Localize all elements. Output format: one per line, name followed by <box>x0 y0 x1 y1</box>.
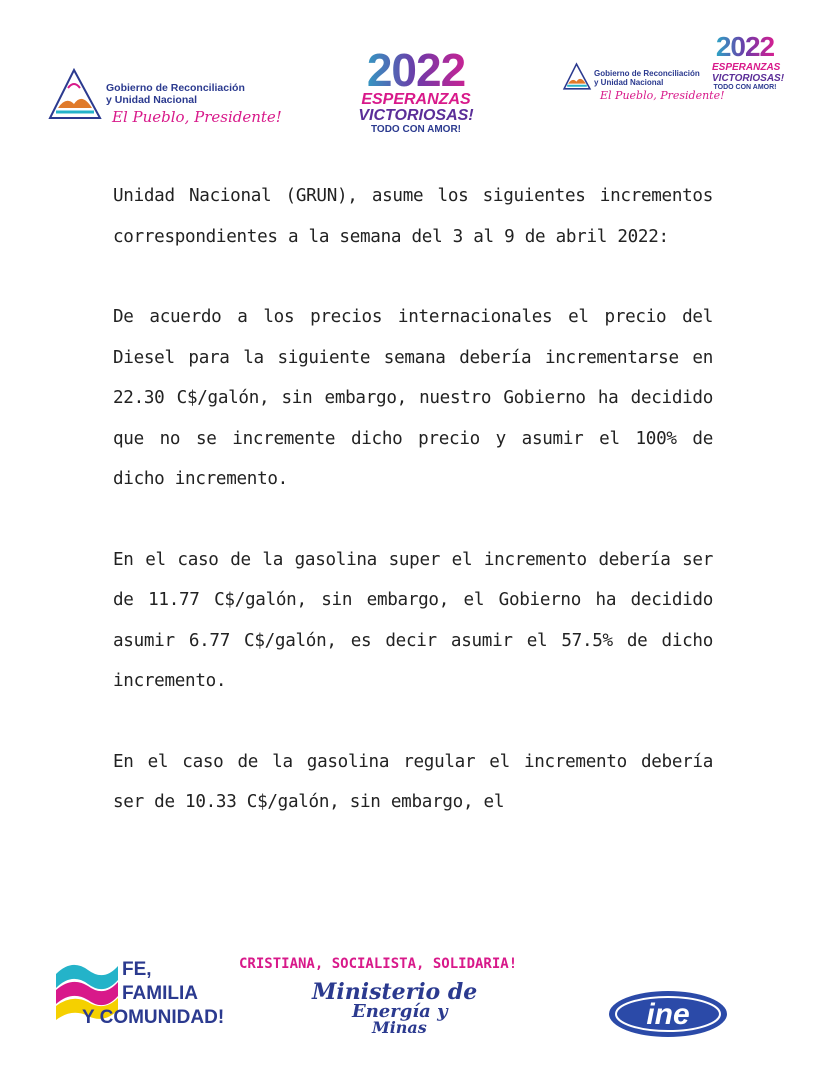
footer-slogan: CRISTIANA, SOCIALISTA, SOLIDARIA! <box>239 956 518 972</box>
ministerio-energia-minas-logo <box>312 981 542 1039</box>
paragraph: En el caso de la gasolina super el incremento debería ser de 11.77 C$/galón, sin embargo, el Gobierno ha decidido asumir 6.77 C$/galón, es decir asumir el 57.5% de dicho incremento. <box>113 549 713 691</box>
fe-familia-logo <box>52 954 252 1034</box>
nicaragua-triangle-icon <box>46 68 104 130</box>
document-body <box>113 176 713 863</box>
grun-slogan: El Pueblo, Presidente! <box>600 89 725 102</box>
campaign-line3: TODO CON AMOR! <box>371 124 461 135</box>
paragraph: Unidad Nacional (GRUN), asume los siguientes incrementos correspondientes a la semana del 3 al 9 de abril 2022: <box>113 186 713 247</box>
grun-name: Gobierno de Reconciliación y Unidad Nacional <box>106 82 245 106</box>
nicaragua-triangle-icon <box>562 55 592 103</box>
ine-label: ine <box>646 998 690 1031</box>
campaign-line1: ESPERANZAS <box>712 62 781 73</box>
ministry-line2: Energía y <box>352 1001 448 1022</box>
ine-logo <box>607 989 729 1039</box>
ine-ellipse-icon <box>607 989 729 1039</box>
paragraph: En el caso de la gasolina regular el incremento debería ser de 10.33 C$/galón, sin embargo, el <box>113 751 713 812</box>
campaign-year: 2022 <box>352 48 480 92</box>
ministry-line3: Minas <box>372 1018 427 1037</box>
campaign-line1: ESPERANZAS <box>361 91 471 108</box>
campaign-2022-logo <box>352 44 480 135</box>
campaign-2022-logo-small <box>712 31 785 112</box>
campaign-line2: VICTORIOSAS! <box>712 73 785 84</box>
campaign-line3: TODO CON AMOR! <box>713 84 777 91</box>
grun-name: Gobierno de Reconciliación y Unidad Nacional <box>594 69 700 87</box>
fe-familia-text: FE, FAMILIA Y COMUNIDAD! <box>82 959 225 1028</box>
ministry-line1: Ministerio de <box>312 979 478 1005</box>
paragraph: De acuerdo a los precios internacionales el precio del Diesel para la siguiente semana debería incrementarse en 22.30 C$/galón, sin embargo, nuestro Gobierno ha decidido que no se incremente dicho precio y asumir el 100% de dicho incremento. <box>113 307 713 489</box>
grun-slogan: El Pueblo, Presidente! <box>112 108 282 126</box>
grun-logo <box>46 68 286 130</box>
campaign-year: 2022 <box>712 32 778 62</box>
grun-logo-small <box>562 55 725 115</box>
campaign-line2: VICTORIOSAS! <box>358 107 474 124</box>
